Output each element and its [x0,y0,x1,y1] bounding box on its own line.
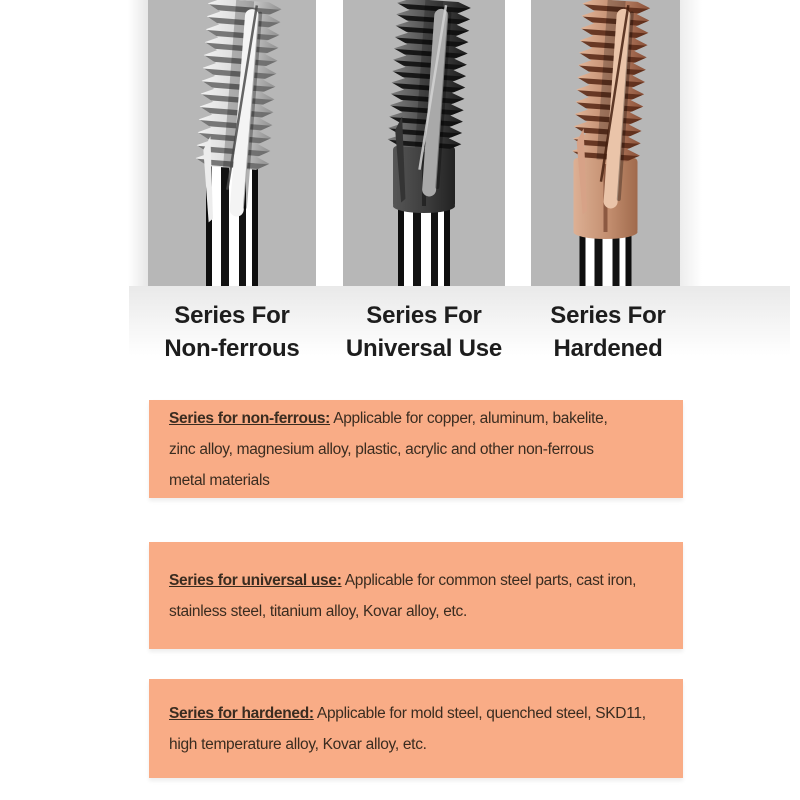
info-text: Series for hardened: Applicable for mold steel, quenched steel, SKD11, high temperature alloy, Kovar alloy, etc. [169,704,646,753]
product-label-hardened [493,299,723,365]
thread-mill-cutter-image [148,0,316,286]
product-photo-panel-universal [343,0,505,286]
thread-mill-cutter-image [343,0,505,286]
label-line-2: Non-ferrous [164,335,300,362]
photo-strip-left-shadow [128,0,148,286]
label-line-1: Series For [550,302,666,329]
info-text: Series for universal use: Applicable for common steel parts, cast iron, stainless steel, titanium alloy, Kovar alloy, etc. [169,571,637,620]
info-box-non-ferrous [149,400,683,498]
label-line-1: Series For [366,302,482,329]
product-photo-panel-non-ferrous [148,0,316,286]
thread-mill-cutter-image [531,0,680,286]
photo-strip-right-shadow [680,0,702,286]
label-line-2: Hardened [553,335,663,362]
info-box-hardened [149,679,683,778]
label-line-1: Series For [174,302,290,329]
product-photo-panel-hardened [531,0,680,286]
info-text: Series for non-ferrous: Applicable for copper, aluminum, bakelite, zinc alloy, magnesium alloy, plastic, acrylic and other non-ferrous metal materials [169,409,608,489]
label-line-2: Universal Use [345,335,503,362]
info-heading: Series for hardened: [169,704,314,722]
info-heading: Series for non-ferrous: [169,409,331,427]
info-box-universal [149,542,683,649]
info-heading: Series for universal use: [169,571,342,589]
